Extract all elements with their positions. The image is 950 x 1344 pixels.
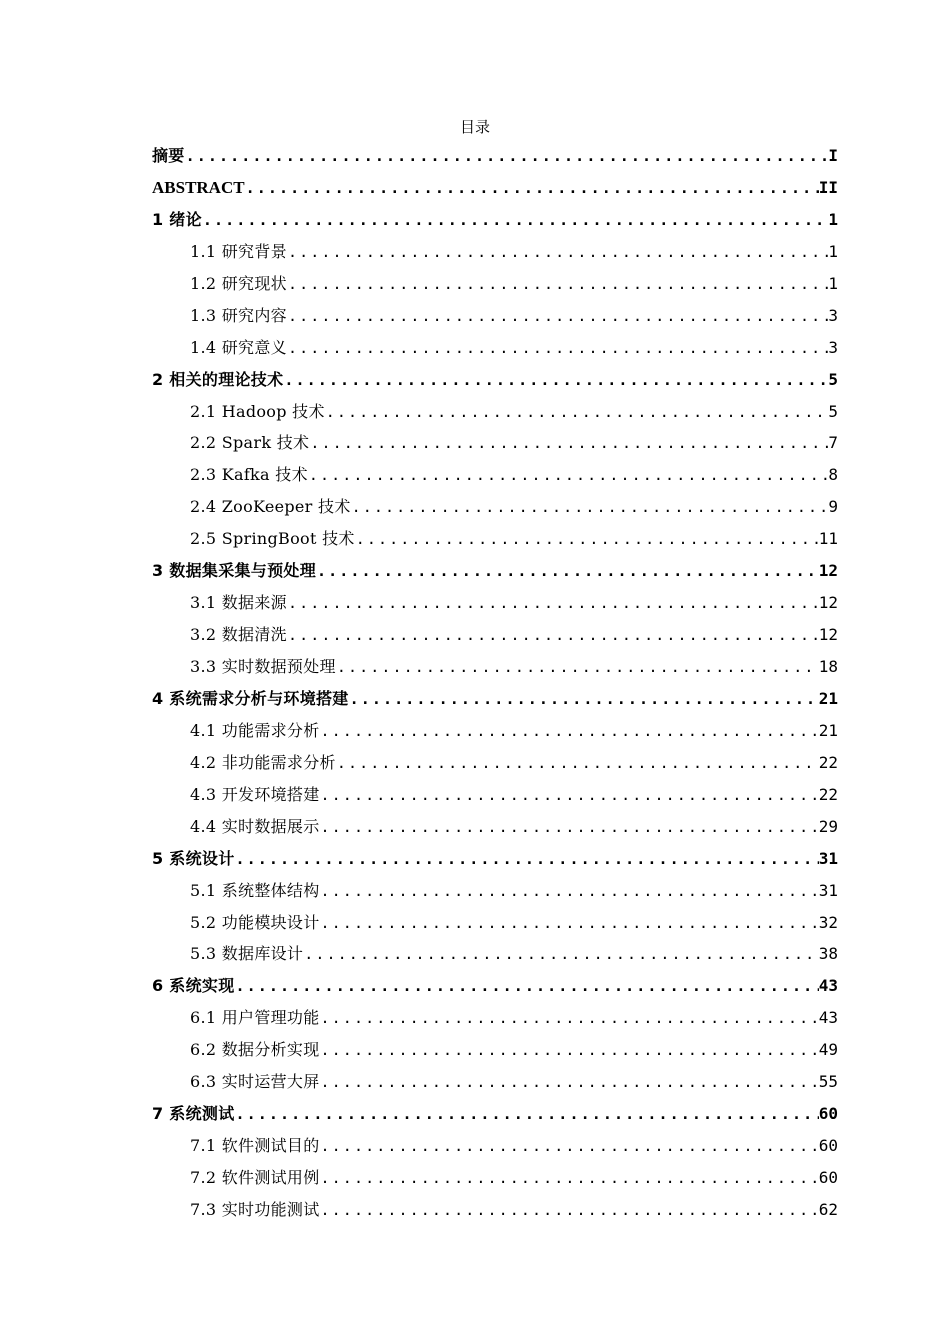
toc-page-number: 22 bbox=[818, 752, 838, 772]
toc-page-number: 43 bbox=[818, 1008, 838, 1028]
toc-entry-title: 1 绪论 bbox=[152, 209, 202, 229]
toc-section-entry[interactable] bbox=[152, 396, 838, 428]
toc-page-number: 22 bbox=[818, 784, 838, 804]
toc-dot-leader bbox=[336, 748, 819, 779]
toc-section-entry[interactable] bbox=[152, 1002, 838, 1034]
toc-dot-leader bbox=[309, 428, 828, 459]
toc-dot-leader bbox=[336, 652, 819, 683]
toc-dot-leader bbox=[235, 844, 819, 875]
toc-entry-title: 4 系统需求分析与环境搭建 bbox=[152, 688, 349, 708]
toc-section-entry[interactable] bbox=[152, 1194, 838, 1226]
toc-page-number: 9 bbox=[828, 497, 838, 517]
toc-dot-leader bbox=[202, 205, 828, 236]
toc-entry-title: 1.1 研究背景 bbox=[190, 241, 287, 261]
toc-page-number: 5 bbox=[828, 369, 838, 389]
toc-dot-leader bbox=[287, 588, 819, 619]
toc-page-number: 43 bbox=[818, 976, 838, 996]
toc-dot-leader bbox=[235, 1099, 819, 1130]
toc-chapter-entry[interactable] bbox=[152, 555, 838, 587]
toc-entry-title: 4.3 开发环境搭建 bbox=[190, 784, 320, 804]
toc-entry-title: 6 系统实现 bbox=[152, 976, 235, 996]
toc-page-number: 11 bbox=[818, 529, 838, 549]
toc-entry-title: ABSTRACT bbox=[152, 177, 245, 197]
toc-dot-leader bbox=[283, 365, 828, 396]
toc-entry-title: 2.3 Kafka 技术 bbox=[190, 465, 308, 485]
toc-chapter-entry[interactable] bbox=[152, 204, 838, 236]
toc-entry-title: 2.1 Hadoop 技术 bbox=[190, 401, 325, 421]
toc-dot-leader bbox=[320, 812, 819, 843]
toc-page-number: 8 bbox=[828, 465, 838, 485]
table-of-contents bbox=[152, 140, 838, 1226]
toc-dot-leader bbox=[287, 620, 819, 651]
toc-section-entry[interactable] bbox=[152, 587, 838, 619]
toc-chapter-entry[interactable] bbox=[152, 843, 838, 875]
toc-page-number: 21 bbox=[818, 720, 838, 740]
toc-dot-leader bbox=[185, 141, 829, 172]
toc-page-number: 18 bbox=[818, 657, 838, 676]
toc-section-entry[interactable] bbox=[152, 619, 838, 651]
toc-section-entry[interactable] bbox=[152, 300, 838, 332]
toc-section-entry[interactable] bbox=[152, 459, 838, 491]
toc-page-number: 12 bbox=[818, 561, 838, 581]
toc-page-number: 5 bbox=[828, 401, 838, 421]
toc-page-number: 1 bbox=[828, 209, 838, 229]
toc-page-number: 12 bbox=[818, 593, 838, 613]
toc-section-entry[interactable] bbox=[152, 715, 838, 747]
toc-section-entry[interactable] bbox=[152, 1130, 838, 1162]
toc-entry-title: 4.2 非功能需求分析 bbox=[190, 752, 336, 772]
toc-entry-title: 3.2 数据清洗 bbox=[190, 625, 287, 645]
toc-section-entry[interactable] bbox=[152, 491, 838, 523]
toc-chapter-entry[interactable] bbox=[152, 140, 838, 172]
toc-section-entry[interactable] bbox=[152, 236, 838, 268]
toc-entry-title: 3.1 数据来源 bbox=[190, 593, 287, 613]
toc-dot-leader bbox=[245, 173, 819, 204]
toc-section-entry[interactable] bbox=[152, 875, 838, 907]
toc-chapter-entry[interactable] bbox=[152, 172, 838, 204]
toc-section-entry[interactable] bbox=[152, 747, 838, 779]
toc-dot-leader bbox=[287, 333, 828, 364]
toc-section-entry[interactable] bbox=[152, 938, 838, 970]
toc-page-number: 21 bbox=[818, 688, 838, 708]
toc-page-number: 31 bbox=[818, 848, 838, 868]
toc-dot-leader bbox=[308, 460, 828, 491]
toc-dot-leader bbox=[320, 1003, 819, 1034]
toc-chapter-entry[interactable] bbox=[152, 970, 838, 1002]
toc-dot-leader bbox=[325, 397, 829, 428]
toc-entry-title: 7.2 软件测试用例 bbox=[190, 1168, 320, 1187]
toc-page-number: 3 bbox=[828, 337, 838, 357]
toc-entry-title: 3 数据集采集与预处理 bbox=[152, 561, 317, 581]
toc-entry-title: 摘要 bbox=[152, 146, 185, 165]
toc-chapter-entry[interactable] bbox=[152, 364, 838, 396]
toc-section-entry[interactable] bbox=[152, 1034, 838, 1066]
toc-page-number: 60 bbox=[818, 1168, 838, 1187]
toc-page-number: 60 bbox=[818, 1136, 838, 1156]
toc-dot-leader bbox=[349, 684, 819, 715]
toc-entry-title: 5.2 功能模块设计 bbox=[190, 912, 320, 932]
toc-entry-title: 4.4 实时数据展示 bbox=[190, 816, 320, 836]
toc-section-entry[interactable] bbox=[152, 332, 838, 364]
toc-section-entry[interactable] bbox=[152, 651, 838, 683]
toc-entry-title: 2 相关的理论技术 bbox=[152, 369, 284, 389]
toc-entry-title: 6.1 用户管理功能 bbox=[190, 1008, 320, 1028]
toc-dot-leader bbox=[316, 556, 819, 587]
toc-dot-leader bbox=[320, 876, 819, 907]
toc-page-number: 1 bbox=[828, 241, 838, 261]
toc-entry-title: 1.2 研究现状 bbox=[190, 273, 287, 293]
toc-dot-leader bbox=[303, 939, 819, 970]
toc-page-number: 62 bbox=[818, 1199, 838, 1219]
toc-entry-title: 7.3 实时功能测试 bbox=[190, 1199, 320, 1219]
toc-entry-title: 3.3 实时数据预处理 bbox=[190, 657, 336, 676]
toc-section-entry[interactable] bbox=[152, 779, 838, 811]
toc-dot-leader bbox=[320, 908, 819, 939]
toc-dot-leader bbox=[320, 1067, 819, 1098]
toc-dot-leader bbox=[320, 1163, 819, 1194]
toc-dot-leader bbox=[287, 237, 828, 268]
toc-page-number: 29 bbox=[818, 816, 838, 836]
toc-entry-title: 5.3 数据库设计 bbox=[190, 944, 304, 964]
toc-dot-leader bbox=[355, 524, 819, 555]
toc-entry-title: 5 系统设计 bbox=[152, 848, 235, 868]
toc-dot-leader bbox=[320, 1131, 819, 1162]
toc-section-entry[interactable] bbox=[152, 1066, 838, 1098]
toc-page-number: II bbox=[818, 177, 838, 197]
toc-page-number: 1 bbox=[828, 273, 838, 293]
toc-page-number: 12 bbox=[818, 625, 838, 645]
toc-dot-leader bbox=[320, 716, 819, 747]
toc-page-number: 7 bbox=[828, 433, 838, 453]
toc-entry-title: 2.4 ZooKeeper 技术 bbox=[190, 497, 351, 517]
toc-dot-leader bbox=[351, 492, 829, 523]
toc-entry-title: 7.1 软件测试目的 bbox=[190, 1136, 320, 1156]
toc-entry-title: 4.1 功能需求分析 bbox=[190, 720, 320, 740]
toc-dot-leader bbox=[287, 269, 828, 300]
toc-dot-leader bbox=[320, 780, 819, 811]
toc-dot-leader bbox=[287, 301, 828, 332]
toc-page-number: I bbox=[828, 146, 838, 165]
toc-section-entry[interactable] bbox=[152, 907, 838, 939]
toc-page-number: 31 bbox=[818, 880, 838, 900]
toc-page-number: 3 bbox=[828, 305, 838, 325]
toc-entry-title: 7 系统测试 bbox=[152, 1104, 235, 1124]
toc-chapter-entry[interactable] bbox=[152, 683, 838, 715]
toc-page-number: 60 bbox=[818, 1104, 838, 1124]
toc-dot-leader bbox=[320, 1035, 819, 1066]
toc-dot-leader bbox=[235, 971, 819, 1002]
toc-page-number: 32 bbox=[818, 912, 838, 932]
toc-entry-title: 2.5 SpringBoot 技术 bbox=[190, 529, 355, 549]
toc-chapter-entry[interactable] bbox=[152, 1098, 838, 1130]
toc-section-entry[interactable] bbox=[152, 811, 838, 843]
toc-entry-title: 5.1 系统整体结构 bbox=[190, 880, 320, 900]
toc-page-number: 49 bbox=[818, 1040, 838, 1060]
toc-page-number: 55 bbox=[818, 1072, 838, 1092]
toc-section-entry[interactable] bbox=[152, 268, 838, 300]
toc-entry-title: 2.2 Spark 技术 bbox=[190, 433, 310, 453]
toc-entry-title: 1.4 研究意义 bbox=[190, 337, 287, 357]
toc-section-entry[interactable] bbox=[152, 427, 838, 459]
toc-dot-leader bbox=[320, 1195, 819, 1226]
toc-section-entry[interactable] bbox=[152, 523, 838, 555]
toc-section-entry[interactable] bbox=[152, 1162, 838, 1194]
toc-title: 目录 bbox=[459, 118, 490, 136]
toc-page-number: 38 bbox=[818, 944, 838, 964]
toc-entry-title: 6.2 数据分析实现 bbox=[190, 1040, 320, 1060]
toc-entry-title: 6.3 实时运营大屏 bbox=[190, 1072, 320, 1092]
toc-entry-title: 1.3 研究内容 bbox=[190, 305, 287, 325]
